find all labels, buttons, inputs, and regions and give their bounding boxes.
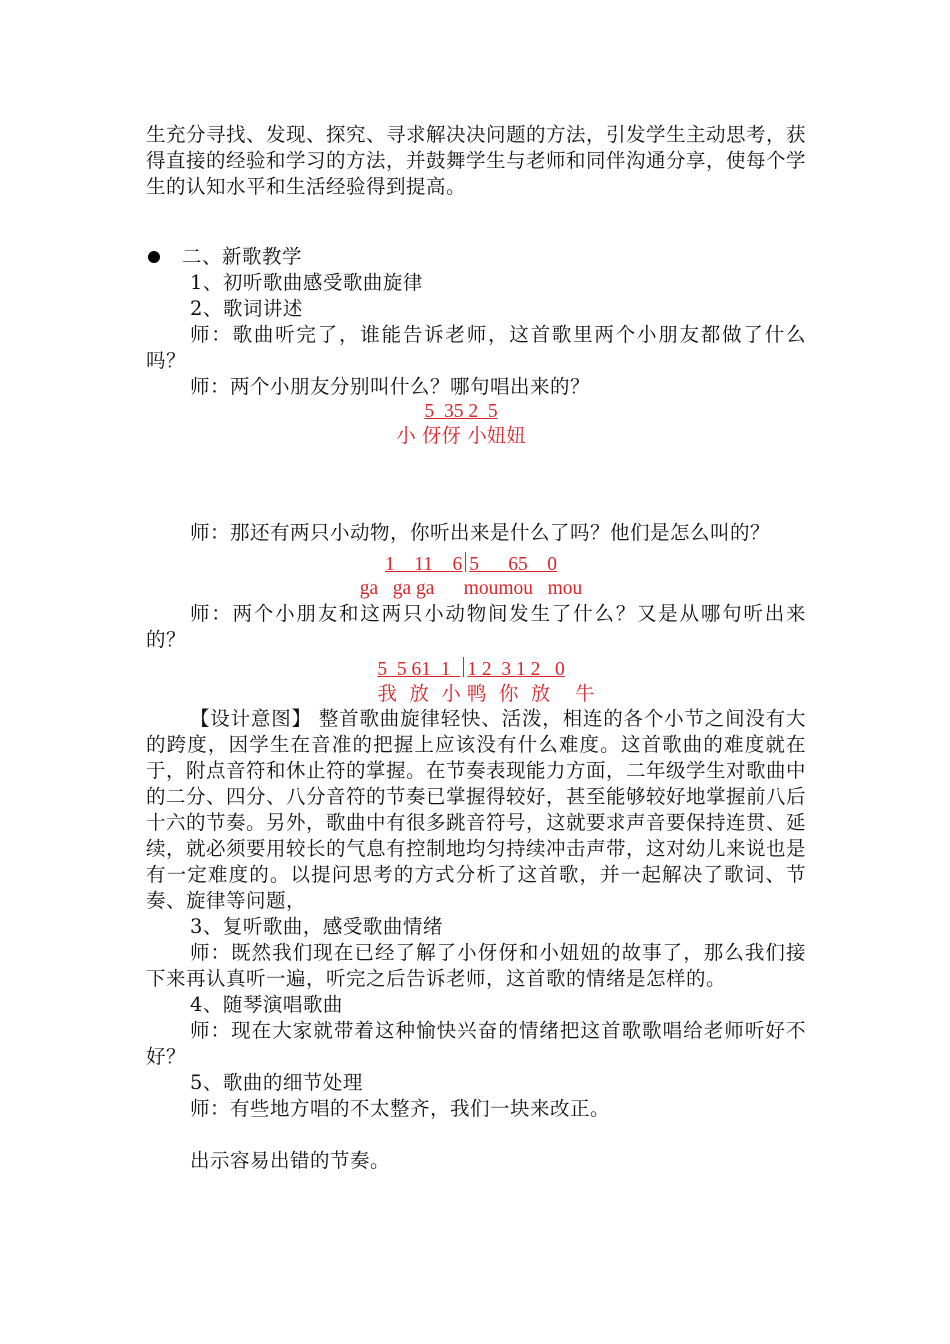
question-4: 师：两个小朋友和这两只小动物间发生了什么？又是从哪句听出来的？ [146, 602, 806, 651]
score-2-notes: 1 11 6 5 65 0 [384, 554, 558, 575]
score-3-lyrics: 我 放 小 鸭 你 放 牛 [377, 682, 595, 705]
step-1: 1、初听歌曲感受歌曲旋律 [190, 271, 423, 294]
step-2: 2、歌词讲述 [190, 297, 303, 320]
score-2-lyrics: ga ga ga moumou mou [359, 578, 583, 599]
barline [465, 552, 466, 572]
section-title: 二、新歌教学 [182, 245, 303, 268]
design-intent: 【设计意图】 整首歌曲旋律轻快、活泼，相连的各个小节之间没有大的跨度，因学生在音准的把握上应该没有什么难度。这首歌曲的难度就在于，附点音符和休止符的掌握。在节奏表现能力方面，二年级学生对歌曲中的二分、四分、八分音符的节奏已掌握得较好，甚至能够较好地掌握前八后十六的节奏。另外，歌曲中有很多跳音符号，这就要求声音要保持连贯、延续，就必须要用较长的气息有控制地均匀持续冲击声带，这对幼儿来说也是有一定难度的。以提问思考的方式分析了这首歌，并一起解决了歌词、节奏、旋律等问题， [146, 707, 807, 912]
score-1-notes: 5 35 2 5 [424, 401, 498, 422]
barline [463, 657, 464, 677]
spacer [146, 226, 806, 244]
question-1: 师：歌曲听完了，谁能告诉老师，这首歌里两个小朋友都做了什么吗？ [146, 323, 806, 372]
question-2: 师：两个小朋友分别叫什么？哪句唱出来的？ [190, 375, 591, 398]
question-6: 师：现在大家就带着这种愉快兴奋的情绪把这首歌歌唱给老师听好不好？ [146, 1019, 806, 1068]
question-3: 师：那还有两只小动物，你听出来是什么了吗？他们是怎么叫的？ [190, 521, 771, 544]
section-heading [146, 244, 806, 270]
spacer [146, 1122, 806, 1148]
question-5: 师：既然我们现在已经了解了小伢伢和小妞妞的故事了，那么我们接下来再认真听一遍，听完之后告诉老师，这首歌的情绪是怎样的。 [146, 941, 806, 990]
question-7: 师：有些地方唱的不太整齐，我们一块来改正。 [190, 1097, 611, 1120]
score-1-lyrics: 小 伢伢 小妞妞 [396, 424, 526, 447]
step-4: 4、随琴演唱歌曲 [190, 993, 343, 1016]
bullet-icon [148, 251, 160, 263]
spacer [146, 200, 806, 226]
step-5: 5、歌曲的细节处理 [190, 1071, 363, 1094]
spacer [146, 448, 806, 520]
score-3-notes: 5 5 61 1 1 2 3 1 2 0 [377, 659, 565, 680]
last-line: 出示容易出错的节奏。 [190, 1149, 391, 1172]
document-page [146, 122, 806, 1174]
step-3: 3、复听歌曲，感受歌曲情绪 [190, 915, 443, 938]
intro-paragraph: 生充分寻找、发现、探究、寻求解决决问题的方法，引发学生主动思考，获得直接的经验和学习的方法，并鼓舞学生与老师和同伴沟通分享，使每个学生的认知水平和生活经验得到提高。 [146, 123, 807, 198]
